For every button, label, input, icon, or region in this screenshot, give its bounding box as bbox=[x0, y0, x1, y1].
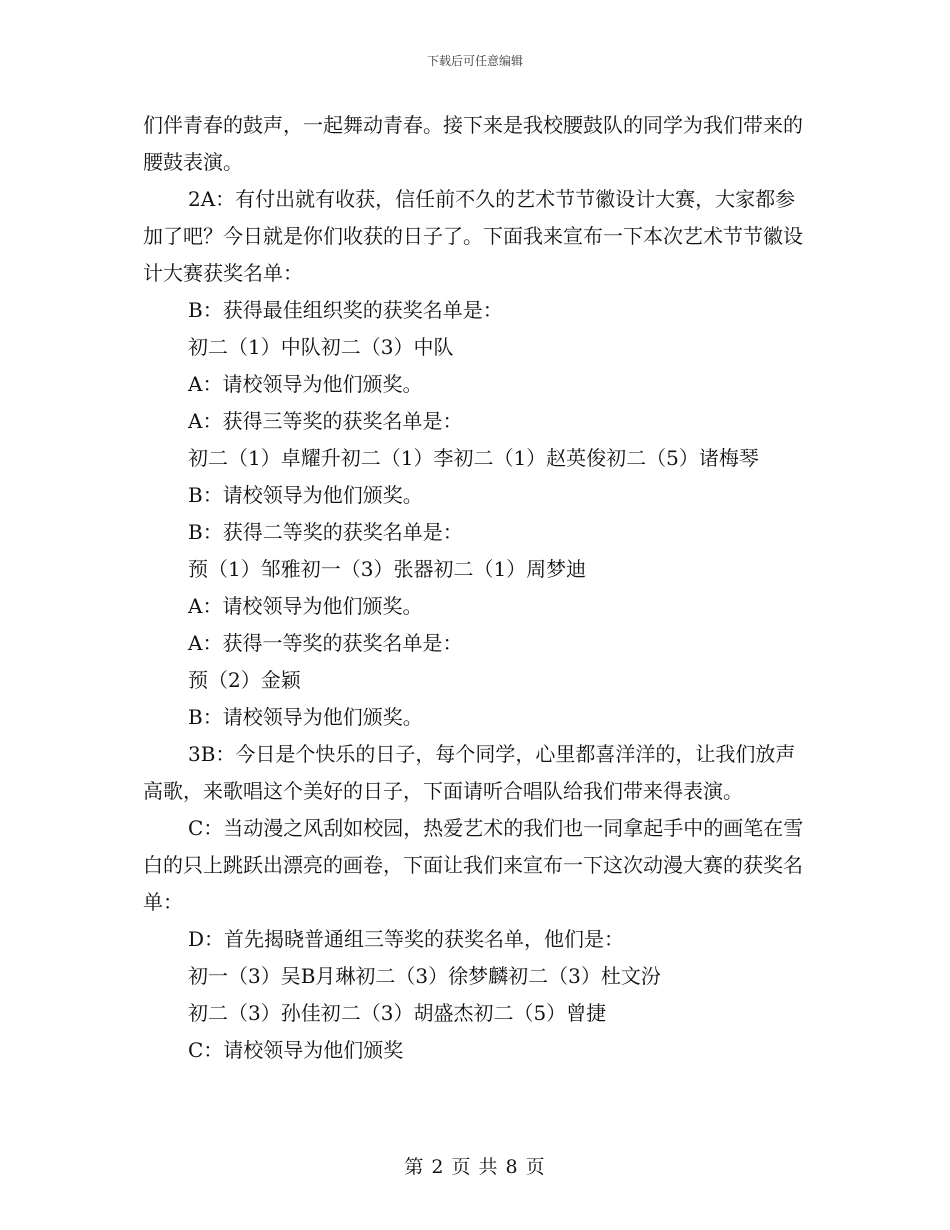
paragraph: B：请校领导为他们颁奖。 bbox=[188, 483, 423, 507]
paragraph: C：当动漫之风刮如校园，热爱艺术的我们也一同拿起手中的画笔在雪白的只上跳跃出漂亮的画卷，下面让我们来宣布一下这次动漫大赛的获奖名单： bbox=[143, 816, 804, 914]
document-body bbox=[143, 107, 811, 1069]
paragraph: B：请校领导为他们颁奖。 bbox=[188, 705, 423, 729]
paragraph: 预（2）金颖 bbox=[188, 668, 301, 692]
paragraph: 初二（1）中队初二（3）中队 bbox=[188, 335, 454, 359]
paragraph: B：获得二等奖的获奖名单是： bbox=[188, 520, 463, 544]
paragraph: A：请校领导为他们颁奖。 bbox=[188, 372, 423, 396]
paragraph: C：请校领导为他们颁奖 bbox=[188, 1038, 404, 1062]
paragraph: A：获得一等奖的获奖名单是： bbox=[188, 631, 463, 655]
page-number: 第 2 页 共 8 页 bbox=[404, 1156, 546, 1178]
paragraph: A：获得三等奖的获奖名单是： bbox=[188, 409, 463, 433]
paragraph: 预（1）邹雅初一（3）张器初二（1）周梦迪 bbox=[188, 557, 587, 581]
paragraph: 2A：有付出就有收获，信任前不久的艺术节节徽设计大赛，大家都参加了吧？今日就是你们收获的日子了。下面我来宣布一下本次艺术节节徽设计大赛获奖名单： bbox=[143, 187, 803, 285]
paragraph: 初一（3）吴B月琳初二（3）徐梦麟初二（3）杜文汾 bbox=[188, 964, 661, 988]
paragraph: B：获得最佳组织奖的获奖名单是： bbox=[188, 298, 503, 322]
paragraph: 3B：今日是个快乐的日子，每个同学，心里都喜洋洋的，让我们放声高歌，来歌唱这个美好的日子，下面请听合唱队给我们带来得表演。 bbox=[143, 742, 796, 803]
paragraph: 们伴青春的鼓声，一起舞动青春。接下来是我校腰鼓队的同学为我们带来的腰鼓表演。 bbox=[143, 113, 803, 174]
paragraph: 初二（3）孙佳初二（3）胡盛杰初二（5）曾捷 bbox=[188, 1001, 607, 1025]
paragraph: 初二（1）卓耀升初二（1）李初二（1）赵英俊初二（5）诸梅琴 bbox=[188, 446, 759, 470]
paragraph: D：首先揭晓普通组三等奖的获奖名单，他们是： bbox=[188, 927, 625, 951]
paragraph: A：请校领导为他们颁奖。 bbox=[188, 594, 423, 618]
header-note: 下载后可任意编辑 bbox=[426, 54, 523, 68]
